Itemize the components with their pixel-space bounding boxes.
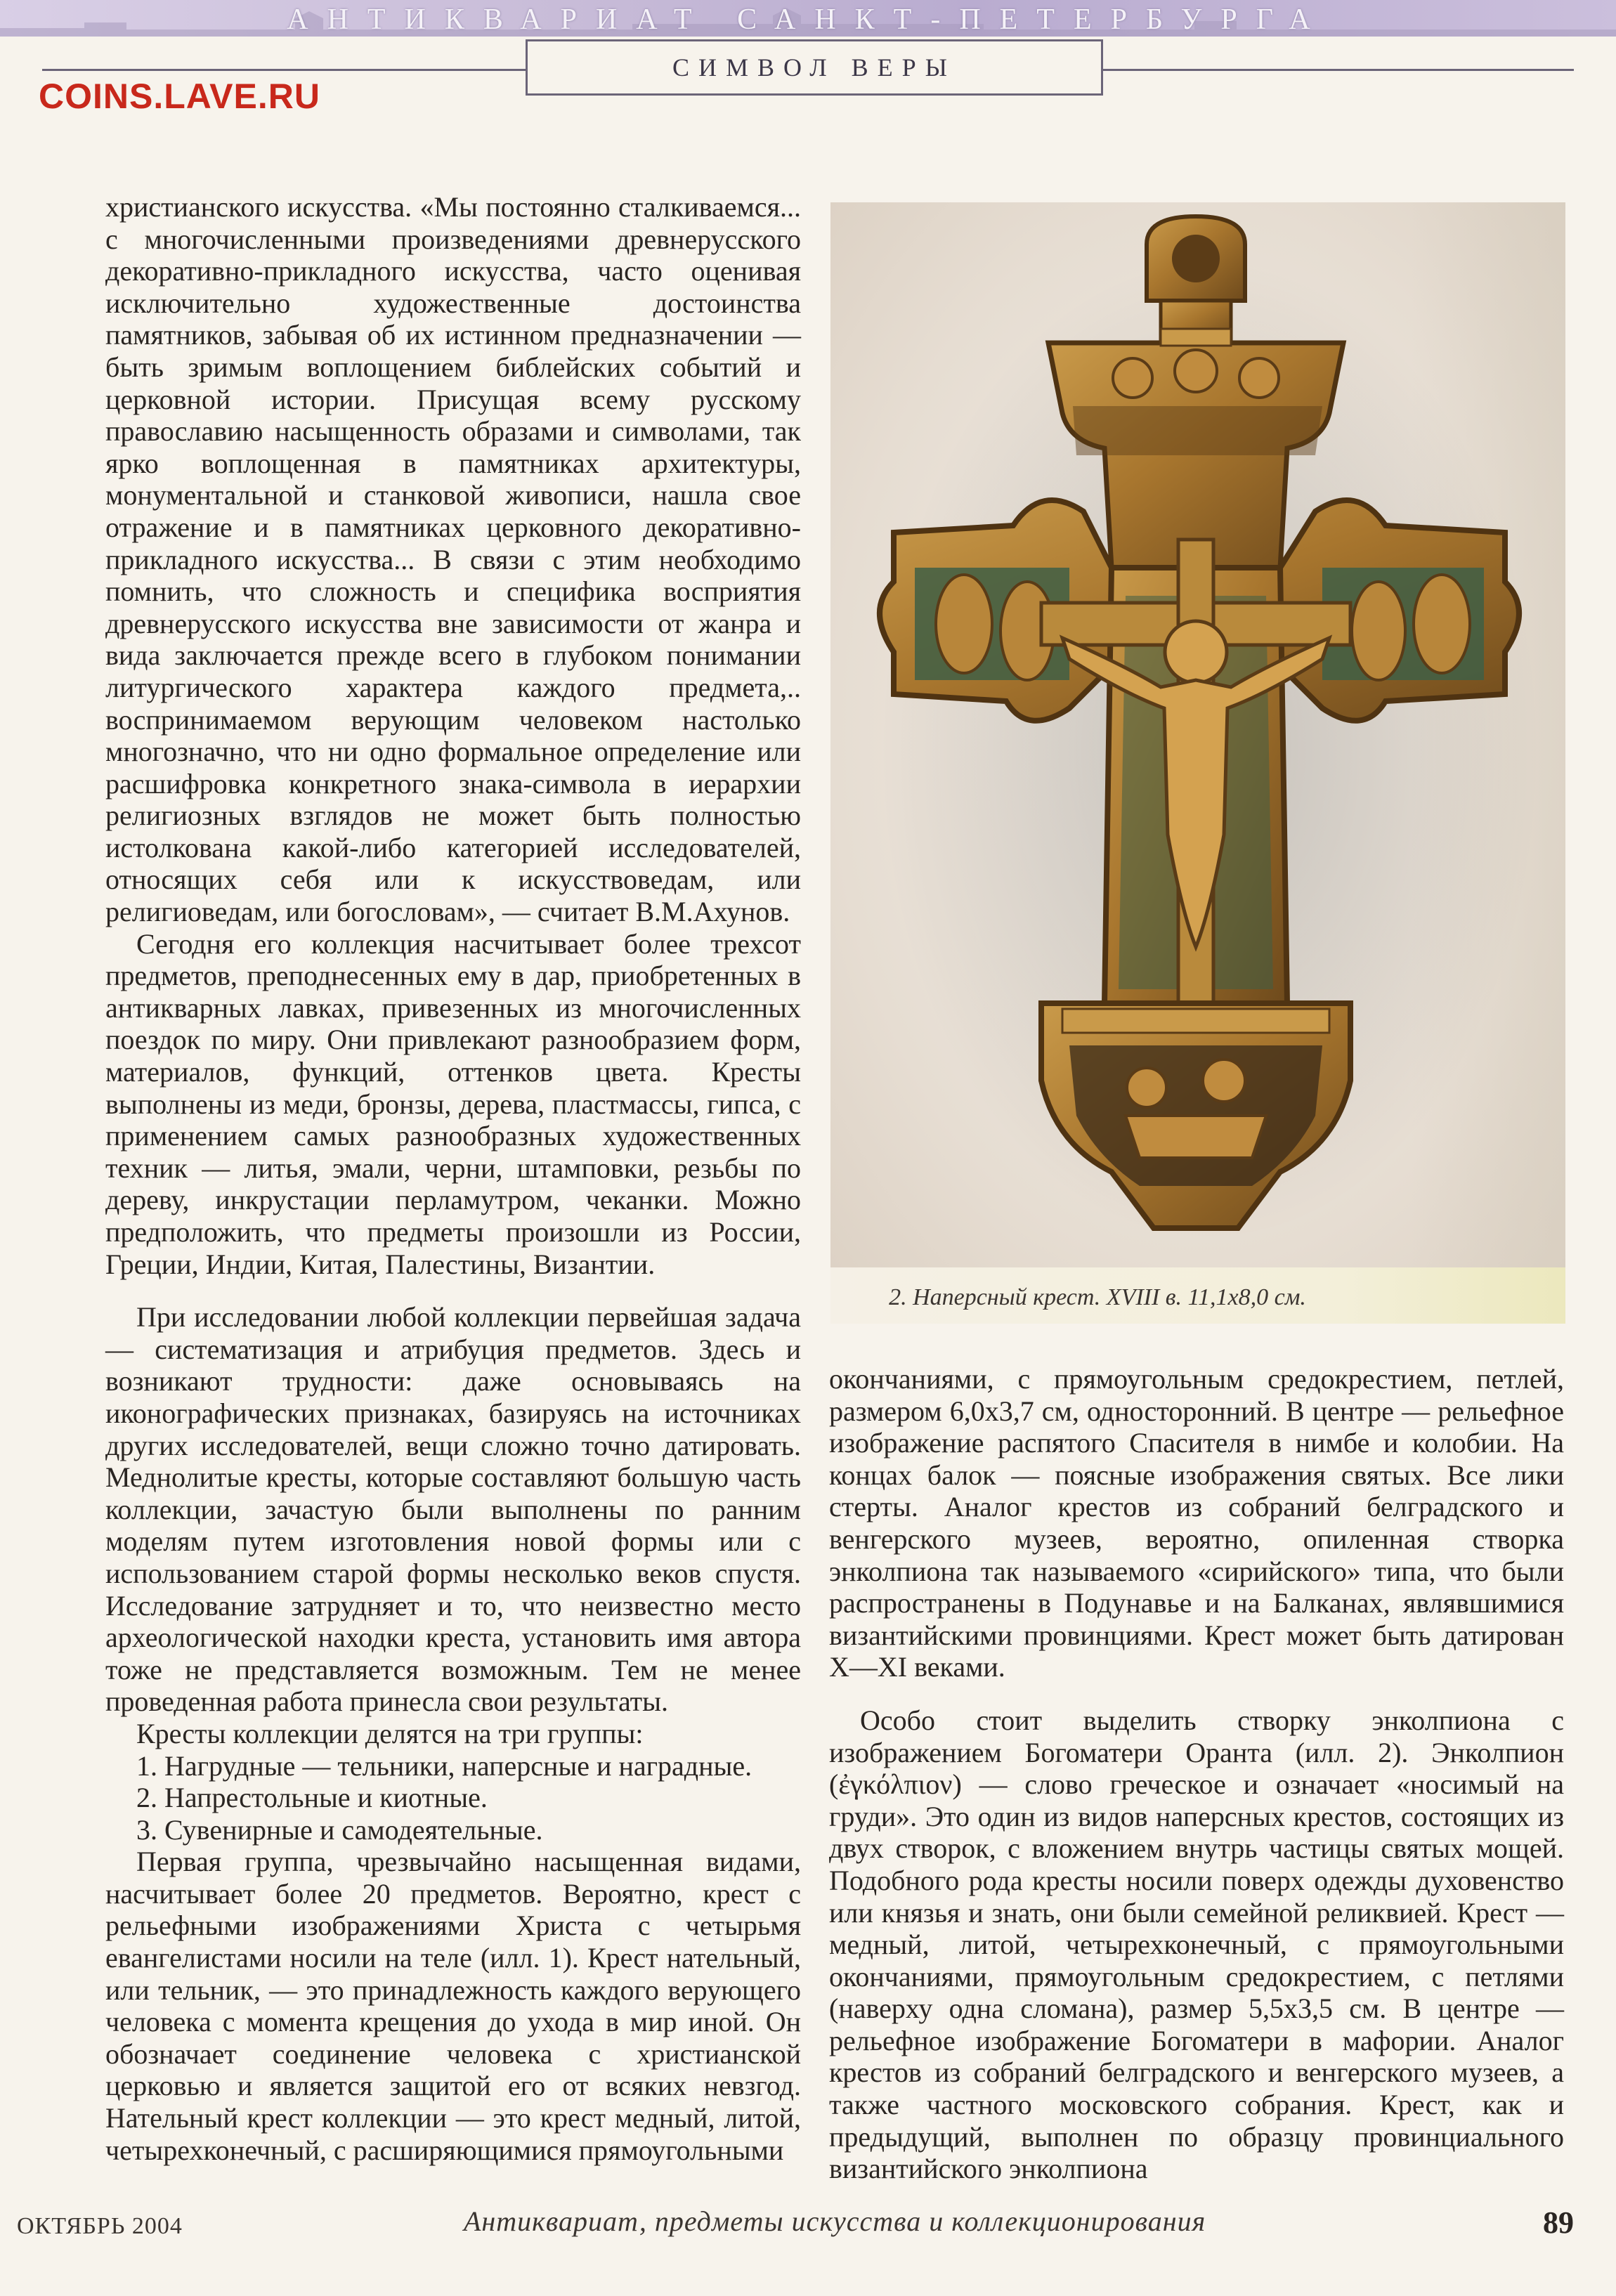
- left-paragraph-5: Первая группа, чрезвычайно насыщенная видами, насчитывает более 20 предметов. Вероятно, крест с рельефными изображениями Христа с четырьмя евангелистами носили на теле (илл. 1). Крест нательный, или тельник, — это принадлежность каждого верующего человека с момента крещения до ухода в мир иной. Он обозначает соединение человека с христианской церковью и является защитой его от всяких невзгод. Нательный крест коллекции — это крест медный, литой, четырехконечный, с расширяющимися прямоугольными: [105, 1846, 801, 2166]
- section-title: СИМВОЛ ВЕРЫ: [526, 39, 1103, 96]
- left-paragraph-4: Кресты коллекции делятся на три группы:: [136, 1717, 644, 1749]
- right-paragraph-1: окончаниями, с прямоугольным средокрестием, петлей, размером 6,0x3,7 см, односторонний. В центре — рельефное изображение распятого Спасителя в нимбе и колобии. На концах балок — поясные изображения святых. Все лики стерты. Аналог крестов из собраний белградского и венгерского музеев, вероятно, опиленная створка энколпиона так называемого «сирийского» типа, что были распространены в Подунавье и на Балканах, являвшимися византийскими провинциями. Крест может быть датирован X—XI веками.: [829, 1363, 1564, 1683]
- header-banner: [0, 0, 1616, 37]
- cross-photo: [830, 202, 1565, 1267]
- list-item: 3. Сувенирные и самодеятельные.: [136, 1813, 543, 1846]
- footer-publication-title: Антиквариат, предметы искусства и коллекционирования: [464, 2205, 1206, 2237]
- footer-issue-date: ОКТЯБРЬ 2004: [17, 2213, 183, 2239]
- list-item: 1. Нагрудные — тельники, наперсные и наградные.: [136, 1749, 752, 1782]
- left-column: [105, 191, 801, 2166]
- right-paragraph-2: Особо стоит выделить створку энколпиона с изображением Богоматери Оранта (илл. 2). Энколпион (ἐγκόλπιον) — слово греческое и означает «носимый на груди». Это один из видов наперсных крестов, состоящих из двух створок, с вложением внутрь частицы святых мощей. Подобного рода кресты носили поверх одежды духовенство или князья и знать, они были семейной реликвией. Крест — медный, литой, четырехконечный, с прямоугольными окончаниями, прямоугольным средокрестием, с петлями (наверху одна сломана), размер 5,5x3,5 см. В центре — рельефное изображение Богоматери в мафории. Аналог крестов из собраний белградского и венгерского музеев, а также частного московского собрания. Крест, как и предыдущий, выполнен по образцу провинциального византийского энколпиона: [829, 1704, 1564, 2185]
- left-paragraph-2: Сегодня его коллекция насчитывает более трехсот предметов, преподнесенных ему в дар, приобретенных в антикварных лавках, привезенных из многочисленных поездок по миру. Они привлекают разнообразием форм, материалов, функций, оттенков цвета. Кресты выполнены из меди, бронзы, дерева, пластмассы, гипса, с применением самых разнообразных художественных техник — литья, эмали, черни, штамповки, резьбы по дереву, инкрустации перламутром, чеканки. Можно предположить, что предметы произошли из России, Греции, Индии, Китая, Палестины, Византии.: [105, 927, 801, 1280]
- page-number: 89: [1543, 2205, 1574, 2240]
- list-item: 2. Напрестольные и киотные.: [136, 1782, 488, 1814]
- left-paragraph-1: христианского искусства. «Мы постоянно сталкиваемся... с многочисленными произведениями древнерусского декоративно-прикладного искусства, часто оценивая исключительно художественные достоинства памятников, забывая об их истинном предназначении — быть зримым воплощением библейских событий и церковной истории. Присущая всему русскому православию насыщенность образами и символами, так ярко воплощенная в памятниках архитектуры, монументальной и станковой живописи, нашла свое отражение и в памятниках церковного декоративно-прикладного искусства... В связи с этим необходимо помнить, что сложность и специфика восприятия древнерусского искусства вне зависимости от жанра и вида заключается прежде всего в глубоком понимании литургического характера каждого предмета,.. воспринимаемом верующим человеком настолько многозначно, что ни одно формальное определение или расшифровка конкретного знака-символа в иерархии религиозных взглядов не может быть полностью истолкована какой-либо категорией исследователей, относящих себя или к искусствоведам, или религиоведам, или богословам», — считает В.М.Ахунов.: [105, 191, 801, 928]
- header-banner-text: АНТИКВАРИАТ САНКТ-ПЕТЕРБУРГА: [287, 4, 1329, 36]
- pectoral-cross-image: [830, 202, 1565, 1267]
- site-watermark: COINS.LAVE.RU: [39, 77, 320, 116]
- left-paragraph-3: При исследовании любой коллекции первейшая задача — систематизация и атрибуция предметов. Здесь и возникают трудности: даже основываясь на иконографических признаках, базируясь на источниках других исследователей, вещи сложно точно датировать. Меднолитые кресты, которые составляют большую часть коллекции, зачастую были выполнены по ранним моделям путем изготовления новой формы или с использованием старой формы несколько веков спустя. Исследование затрудняет и то, что неизвестно место археологической находки креста, установить имя автора тоже не представляется возможным. Тем не менее проведенная работа принесла свои результаты.: [105, 1301, 801, 1718]
- right-column: [829, 1363, 1564, 2185]
- figure-caption: 2. Наперсный крест. XVIII в. 11,1x8,0 см.: [889, 1284, 1306, 1310]
